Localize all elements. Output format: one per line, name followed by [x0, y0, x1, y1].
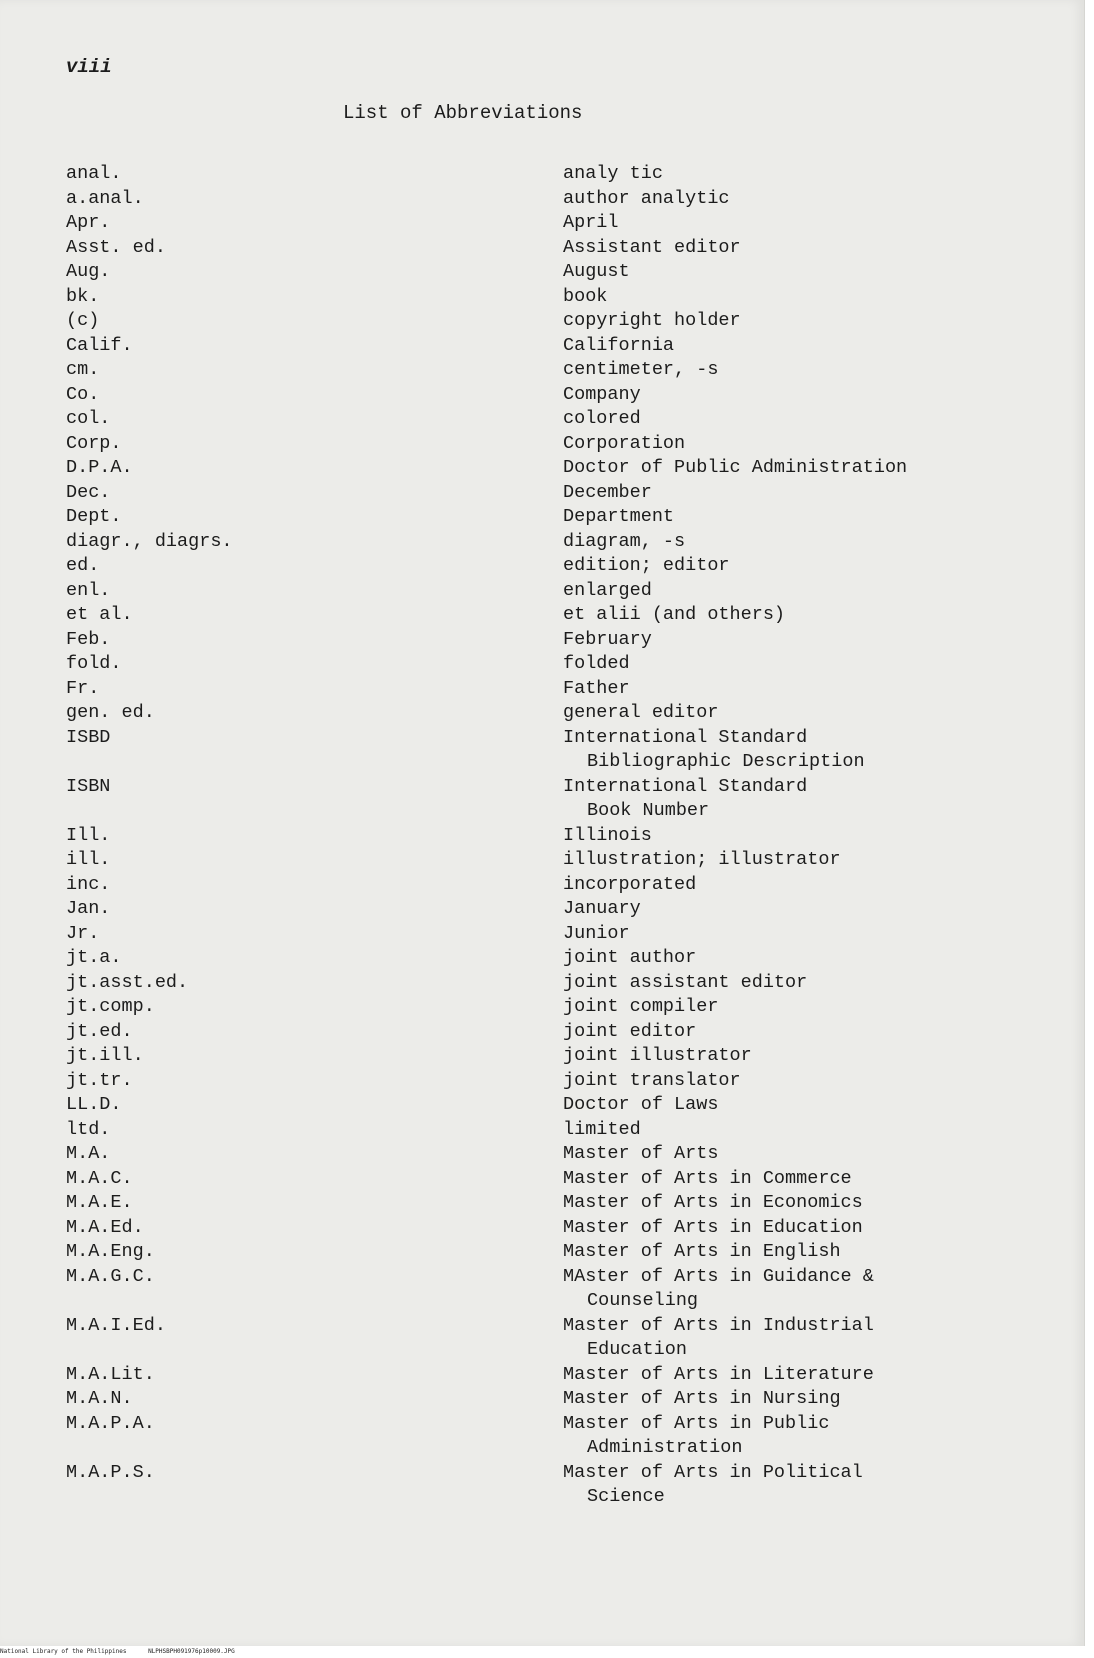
- abbreviation-meaning: et alii (and others): [563, 604, 786, 625]
- abbreviation-term: Jr.: [66, 922, 100, 944]
- abbreviation-row: [66, 187, 966, 212]
- abbreviation-row-continuation: [66, 799, 966, 824]
- abbreviation-row: [66, 1387, 966, 1412]
- abbreviation-term-spacer: [66, 750, 563, 775]
- abbreviation-meaning: August: [563, 261, 630, 282]
- abbreviation-term: M.A.Lit.: [66, 1363, 155, 1385]
- abbreviation-meaning: January: [563, 898, 641, 919]
- abbreviation-term: ill.: [66, 849, 111, 870]
- abbreviation-row: [66, 897, 966, 922]
- abbreviation-meaning: Company: [563, 383, 641, 405]
- abbreviation-term: jt.ill.: [66, 1045, 144, 1066]
- abbreviation-row: [66, 848, 966, 873]
- abbreviation-row: [66, 1240, 966, 1265]
- abbreviation-row: [66, 922, 966, 947]
- abbreviation-row: [66, 1020, 966, 1045]
- footer-library: National Library of the Philippines: [0, 1648, 127, 1655]
- abbreviation-row: [66, 1314, 966, 1339]
- abbreviation-term: Calif.: [66, 334, 133, 356]
- abbreviation-meaning: MAster of Arts in Guidance &: [563, 1265, 874, 1287]
- abbreviation-term: jt.comp.: [66, 996, 155, 1017]
- abbreviation-term: bk.: [66, 285, 100, 307]
- abbreviation-term-spacer: [66, 1338, 563, 1363]
- abbreviation-meaning: Master of Arts in Commerce: [563, 1167, 852, 1189]
- abbreviation-row-continuation: [66, 1338, 966, 1363]
- abbreviation-term: jt.ed.: [66, 1020, 133, 1042]
- abbreviation-meaning: Father: [563, 677, 630, 699]
- abbreviation-term: Aug.: [66, 261, 111, 282]
- abbreviation-meaning: Assistant editor: [563, 236, 741, 258]
- abbreviation-row-continuation: [66, 750, 966, 775]
- abbreviation-row: [66, 603, 966, 628]
- abbreviation-row: [66, 358, 966, 383]
- abbreviation-row: [66, 530, 966, 555]
- abbreviation-term: M.A.Ed.: [66, 1216, 144, 1238]
- abbreviation-meaning-continued: Education: [587, 1339, 687, 1360]
- scan-footer: [0, 1648, 253, 1655]
- abbreviation-term: Dept.: [66, 506, 122, 527]
- abbreviation-term-spacer: [66, 1436, 563, 1461]
- abbreviation-term: jt.tr.: [66, 1069, 133, 1091]
- abbreviation-meaning: Master of Arts in Nursing: [563, 1388, 841, 1409]
- abbreviation-meaning: Master of Arts in Political: [563, 1461, 863, 1483]
- abbreviation-term: M.A.C.: [66, 1167, 133, 1189]
- page-title: List of Abbreviations: [343, 102, 583, 124]
- abbreviation-meaning-continued: Science: [587, 1486, 665, 1507]
- abbreviation-meaning: limited: [563, 1118, 641, 1140]
- abbreviation-meaning: Doctor of Public Administration: [563, 457, 908, 478]
- abbreviation-row: [66, 701, 966, 726]
- abbreviation-term: jt.asst.ed.: [66, 971, 189, 993]
- abbreviation-term: M.A.Eng.: [66, 1241, 155, 1262]
- abbreviation-term: gen. ed.: [66, 702, 155, 723]
- abbreviation-term: M.A.I.Ed.: [66, 1314, 166, 1336]
- abbreviation-row: [66, 1265, 966, 1290]
- abbreviation-meaning-continued: Administration: [587, 1437, 743, 1458]
- abbreviation-meaning: Junior: [563, 922, 630, 944]
- abbreviation-row: [66, 407, 966, 432]
- abbreviation-term: M.A.: [66, 1143, 111, 1164]
- abbreviation-row: [66, 260, 966, 285]
- abbreviation-term: M.A.E.: [66, 1192, 133, 1213]
- abbreviation-meaning: joint editor: [563, 1020, 697, 1042]
- abbreviation-term-spacer: [66, 1289, 563, 1314]
- abbreviation-term: (c): [66, 310, 100, 331]
- abbreviation-term: Co.: [66, 383, 100, 405]
- abbreviation-row: [66, 677, 966, 702]
- abbreviation-row: [66, 579, 966, 604]
- abbreviation-meaning: centimeter, -s: [563, 359, 719, 380]
- abbreviation-meaning: joint compiler: [563, 996, 719, 1017]
- abbreviation-term: M.A.G.C.: [66, 1265, 155, 1287]
- abbreviation-term: ISBD: [66, 726, 111, 748]
- abbreviation-meaning: International Standard: [563, 775, 808, 797]
- abbreviation-term: col.: [66, 408, 111, 429]
- abbreviation-row: [66, 652, 966, 677]
- abbreviation-meaning: California: [563, 334, 675, 356]
- abbreviation-meaning: Master of Arts in Literature: [563, 1363, 874, 1385]
- abbreviation-meaning: folded: [563, 653, 630, 674]
- abbreviation-row: [66, 456, 966, 481]
- abbreviation-meaning-continued: Bibliographic Description: [587, 751, 865, 772]
- abbreviation-meaning: colored: [563, 408, 641, 429]
- abbreviation-term: LL.D.: [66, 1094, 122, 1115]
- abbreviation-term: enl.: [66, 579, 111, 601]
- abbreviation-meaning-continued: Book Number: [587, 800, 710, 821]
- abbreviation-meaning: April: [563, 212, 619, 233]
- abbreviation-meaning: joint illustrator: [563, 1045, 752, 1066]
- abbreviation-term: M.A.P.A.: [66, 1412, 155, 1434]
- abbreviation-meaning: joint translator: [563, 1069, 741, 1091]
- abbreviation-row: [66, 824, 966, 849]
- abbreviation-row: [66, 432, 966, 457]
- abbreviation-row: [66, 1363, 966, 1388]
- abbreviation-term: ed.: [66, 555, 100, 576]
- abbreviation-meaning: general editor: [563, 702, 719, 723]
- abbreviation-meaning: incorporated: [563, 873, 697, 895]
- footer-file: NLPHSBPH091976p10009.JPG: [148, 1648, 235, 1655]
- abbreviation-term: Asst. ed.: [66, 236, 166, 258]
- abbreviation-row: [66, 873, 966, 898]
- abbreviation-row: [66, 1216, 966, 1241]
- abbreviation-term: Corp.: [66, 432, 122, 454]
- abbreviation-term: et al.: [66, 604, 133, 625]
- abbreviation-row: [66, 726, 966, 751]
- abbreviation-row-continuation: [66, 1485, 966, 1510]
- abbreviation-meaning: analy tic: [563, 163, 663, 184]
- abbreviation-meaning: February: [563, 628, 652, 650]
- abbreviation-term: a.anal.: [66, 187, 144, 209]
- abbreviation-meaning: Illinois: [563, 824, 652, 846]
- abbreviation-term: M.A.P.S.: [66, 1461, 155, 1483]
- abbreviation-term: inc.: [66, 873, 111, 895]
- abbreviation-row: [66, 1167, 966, 1192]
- abbreviation-meaning: edition; editor: [563, 555, 730, 576]
- abbreviation-row: [66, 162, 966, 187]
- abbreviation-meaning: Master of Arts in Industrial: [563, 1314, 874, 1336]
- abbreviation-row: [66, 1093, 966, 1118]
- abbreviation-row: [66, 775, 966, 800]
- abbreviation-term: Jan.: [66, 898, 111, 919]
- abbreviation-list: [66, 162, 966, 1510]
- abbreviation-row: [66, 1118, 966, 1143]
- abbreviation-meaning: Master of Arts: [563, 1143, 719, 1164]
- abbreviation-term: Ill.: [66, 824, 111, 846]
- abbreviation-row: [66, 995, 966, 1020]
- page-number: viii: [66, 56, 112, 78]
- abbreviation-row: [66, 554, 966, 579]
- abbreviation-meaning: joint author: [563, 947, 697, 968]
- abbreviation-meaning: author analytic: [563, 187, 730, 209]
- abbreviation-term-spacer: [66, 799, 563, 824]
- abbreviation-row: [66, 211, 966, 236]
- abbreviation-row: [66, 236, 966, 261]
- abbreviation-meaning: Corporation: [563, 432, 686, 454]
- abbreviation-row: [66, 971, 966, 996]
- abbreviation-term: fold.: [66, 653, 122, 674]
- abbreviation-row: [66, 1044, 966, 1069]
- abbreviation-row: [66, 1142, 966, 1167]
- abbreviation-meaning-continued: Counseling: [587, 1290, 699, 1311]
- abbreviation-term: D.P.A.: [66, 457, 133, 478]
- abbreviation-meaning: joint assistant editor: [563, 971, 808, 993]
- abbreviation-meaning: diagram, -s: [563, 530, 686, 552]
- abbreviation-meaning: Doctor of Laws: [563, 1094, 719, 1115]
- abbreviation-row: [66, 481, 966, 506]
- abbreviation-row: [66, 1069, 966, 1094]
- abbreviation-row: [66, 1461, 966, 1486]
- abbreviation-row: [66, 383, 966, 408]
- abbreviation-meaning: Master of Arts in Public: [563, 1412, 830, 1434]
- abbreviation-term: Dec.: [66, 481, 111, 503]
- abbreviation-row-continuation: [66, 1436, 966, 1461]
- abbreviation-term: M.A.N.: [66, 1388, 133, 1409]
- abbreviation-meaning: December: [563, 481, 652, 503]
- abbreviation-meaning: Master of Arts in Education: [563, 1216, 863, 1238]
- abbreviation-meaning: book: [563, 285, 608, 307]
- abbreviation-meaning: copyright holder: [563, 310, 741, 331]
- abbreviation-term: ISBN: [66, 775, 111, 797]
- abbreviation-row: [66, 285, 966, 310]
- abbreviation-term: Fr.: [66, 677, 100, 699]
- abbreviation-meaning: illustration; illustrator: [563, 849, 841, 870]
- abbreviation-term-spacer: [66, 1485, 563, 1510]
- abbreviation-row: [66, 628, 966, 653]
- abbreviation-term: Feb.: [66, 628, 111, 650]
- abbreviation-row: [66, 946, 966, 971]
- abbreviation-term: diagr., diagrs.: [66, 530, 233, 552]
- abbreviation-row: [66, 334, 966, 359]
- abbreviation-row: [66, 1191, 966, 1216]
- abbreviation-row: [66, 505, 966, 530]
- abbreviation-meaning: Master of Arts in English: [563, 1241, 841, 1262]
- abbreviation-term: ltd.: [66, 1118, 111, 1140]
- abbreviation-row: [66, 309, 966, 334]
- abbreviation-meaning: enlarged: [563, 579, 652, 601]
- abbreviation-meaning: Department: [563, 506, 675, 527]
- abbreviation-term: Apr.: [66, 212, 111, 233]
- abbreviation-term: cm.: [66, 359, 100, 380]
- abbreviation-meaning: Master of Arts in Economics: [563, 1192, 863, 1213]
- abbreviation-row-continuation: [66, 1289, 966, 1314]
- abbreviation-row: [66, 1412, 966, 1437]
- abbreviation-meaning: International Standard: [563, 726, 808, 748]
- abbreviation-term: anal.: [66, 163, 122, 184]
- abbreviation-term: jt.a.: [66, 947, 122, 968]
